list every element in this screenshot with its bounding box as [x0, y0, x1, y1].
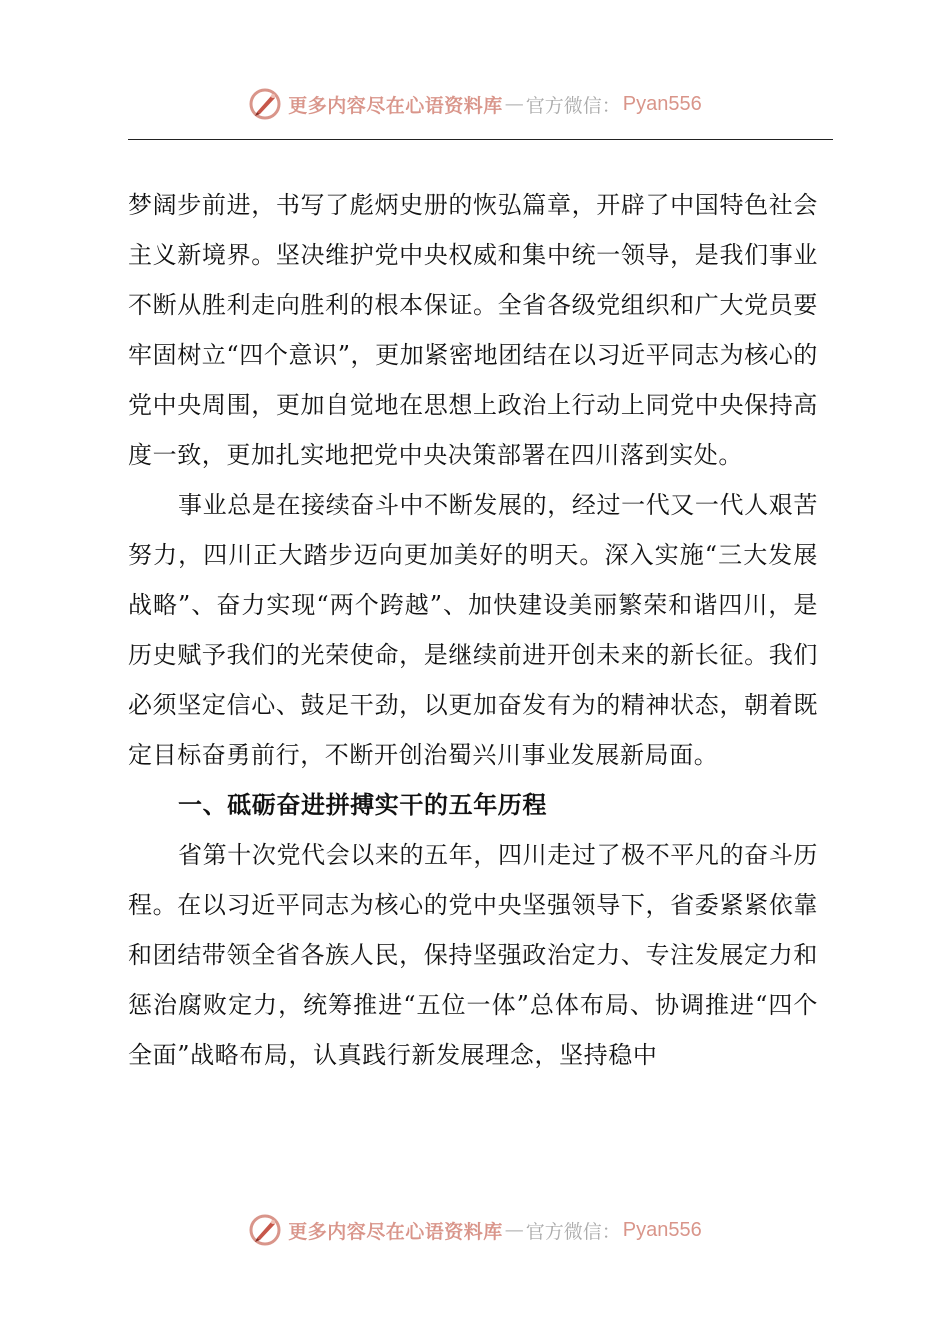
- banner-main-text: 更多内容尽在心语资料库: [288, 94, 503, 117]
- header-divider: [128, 139, 833, 140]
- banner-main-text: 更多内容尽在心语资料库: [288, 1220, 503, 1243]
- header-banner: [0, 84, 950, 124]
- footer-banner: [0, 1210, 950, 1250]
- section-heading: 一、砥砺奋进拼搏实干的五年历程: [178, 791, 547, 819]
- banner-wechat-label: 官方微信：: [525, 94, 621, 117]
- pen-nib-logo-icon: [248, 1213, 282, 1247]
- pen-nib-logo-icon: [248, 87, 282, 121]
- banner-wechat-id: Pyan556: [622, 92, 702, 115]
- paragraph-1: 梦阔步前进，书写了彪炳史册的恢弘篇章，开辟了中国特色社会主义新境界。坚决维护党中央权威和集中统一领导，是我们事业不断从胜利走向胜利的根本保证。全省各级党组织和广大党员要牢固树立“四个意识”，更加紧密地团结在以习近平同志为核心的党中央周围，更加自觉地在思想上政治上行动上同党中央保持高度一致，更加扎实地把党中央决策部署在四川落到实处。: [128, 191, 818, 469]
- paragraph-3: 省第十次党代会以来的五年，四川走过了极不平凡的奋斗历程。在以习近平同志为核心的党中央坚强领导下，省委紧紧依靠和团结带领全省各族人民，保持坚强政治定力、专注发展定力和惩治腐败定力，统筹推进“五位一体”总体布局、协调推进“四个全面”战略布局，认真践行新发展理念，坚持稳中: [128, 841, 818, 1069]
- banner-wechat-id: Pyan556: [622, 1218, 702, 1241]
- paragraph-2: 事业总是在接续奋斗中不断发展的，经过一代又一代人艰苦努力，四川正大踏步迈向更加美好的明天。深入实施“三大发展战略”、奋力实现“两个跨越”、加快建设美丽繁荣和谐四川，是历史赋予我们的光荣使命，是继续前进开创未来的新长征。我们必须坚定信心、鼓足干劲，以更加奋发有为的精神状态，朝着既定目标奋勇前行，不断开创治蜀兴川事业发展新局面。: [128, 491, 818, 769]
- banner-dash: —: [504, 1219, 524, 1241]
- banner-dash: —: [504, 93, 524, 115]
- banner-wechat-label: 官方微信：: [525, 1220, 621, 1243]
- document-body: [128, 180, 818, 1080]
